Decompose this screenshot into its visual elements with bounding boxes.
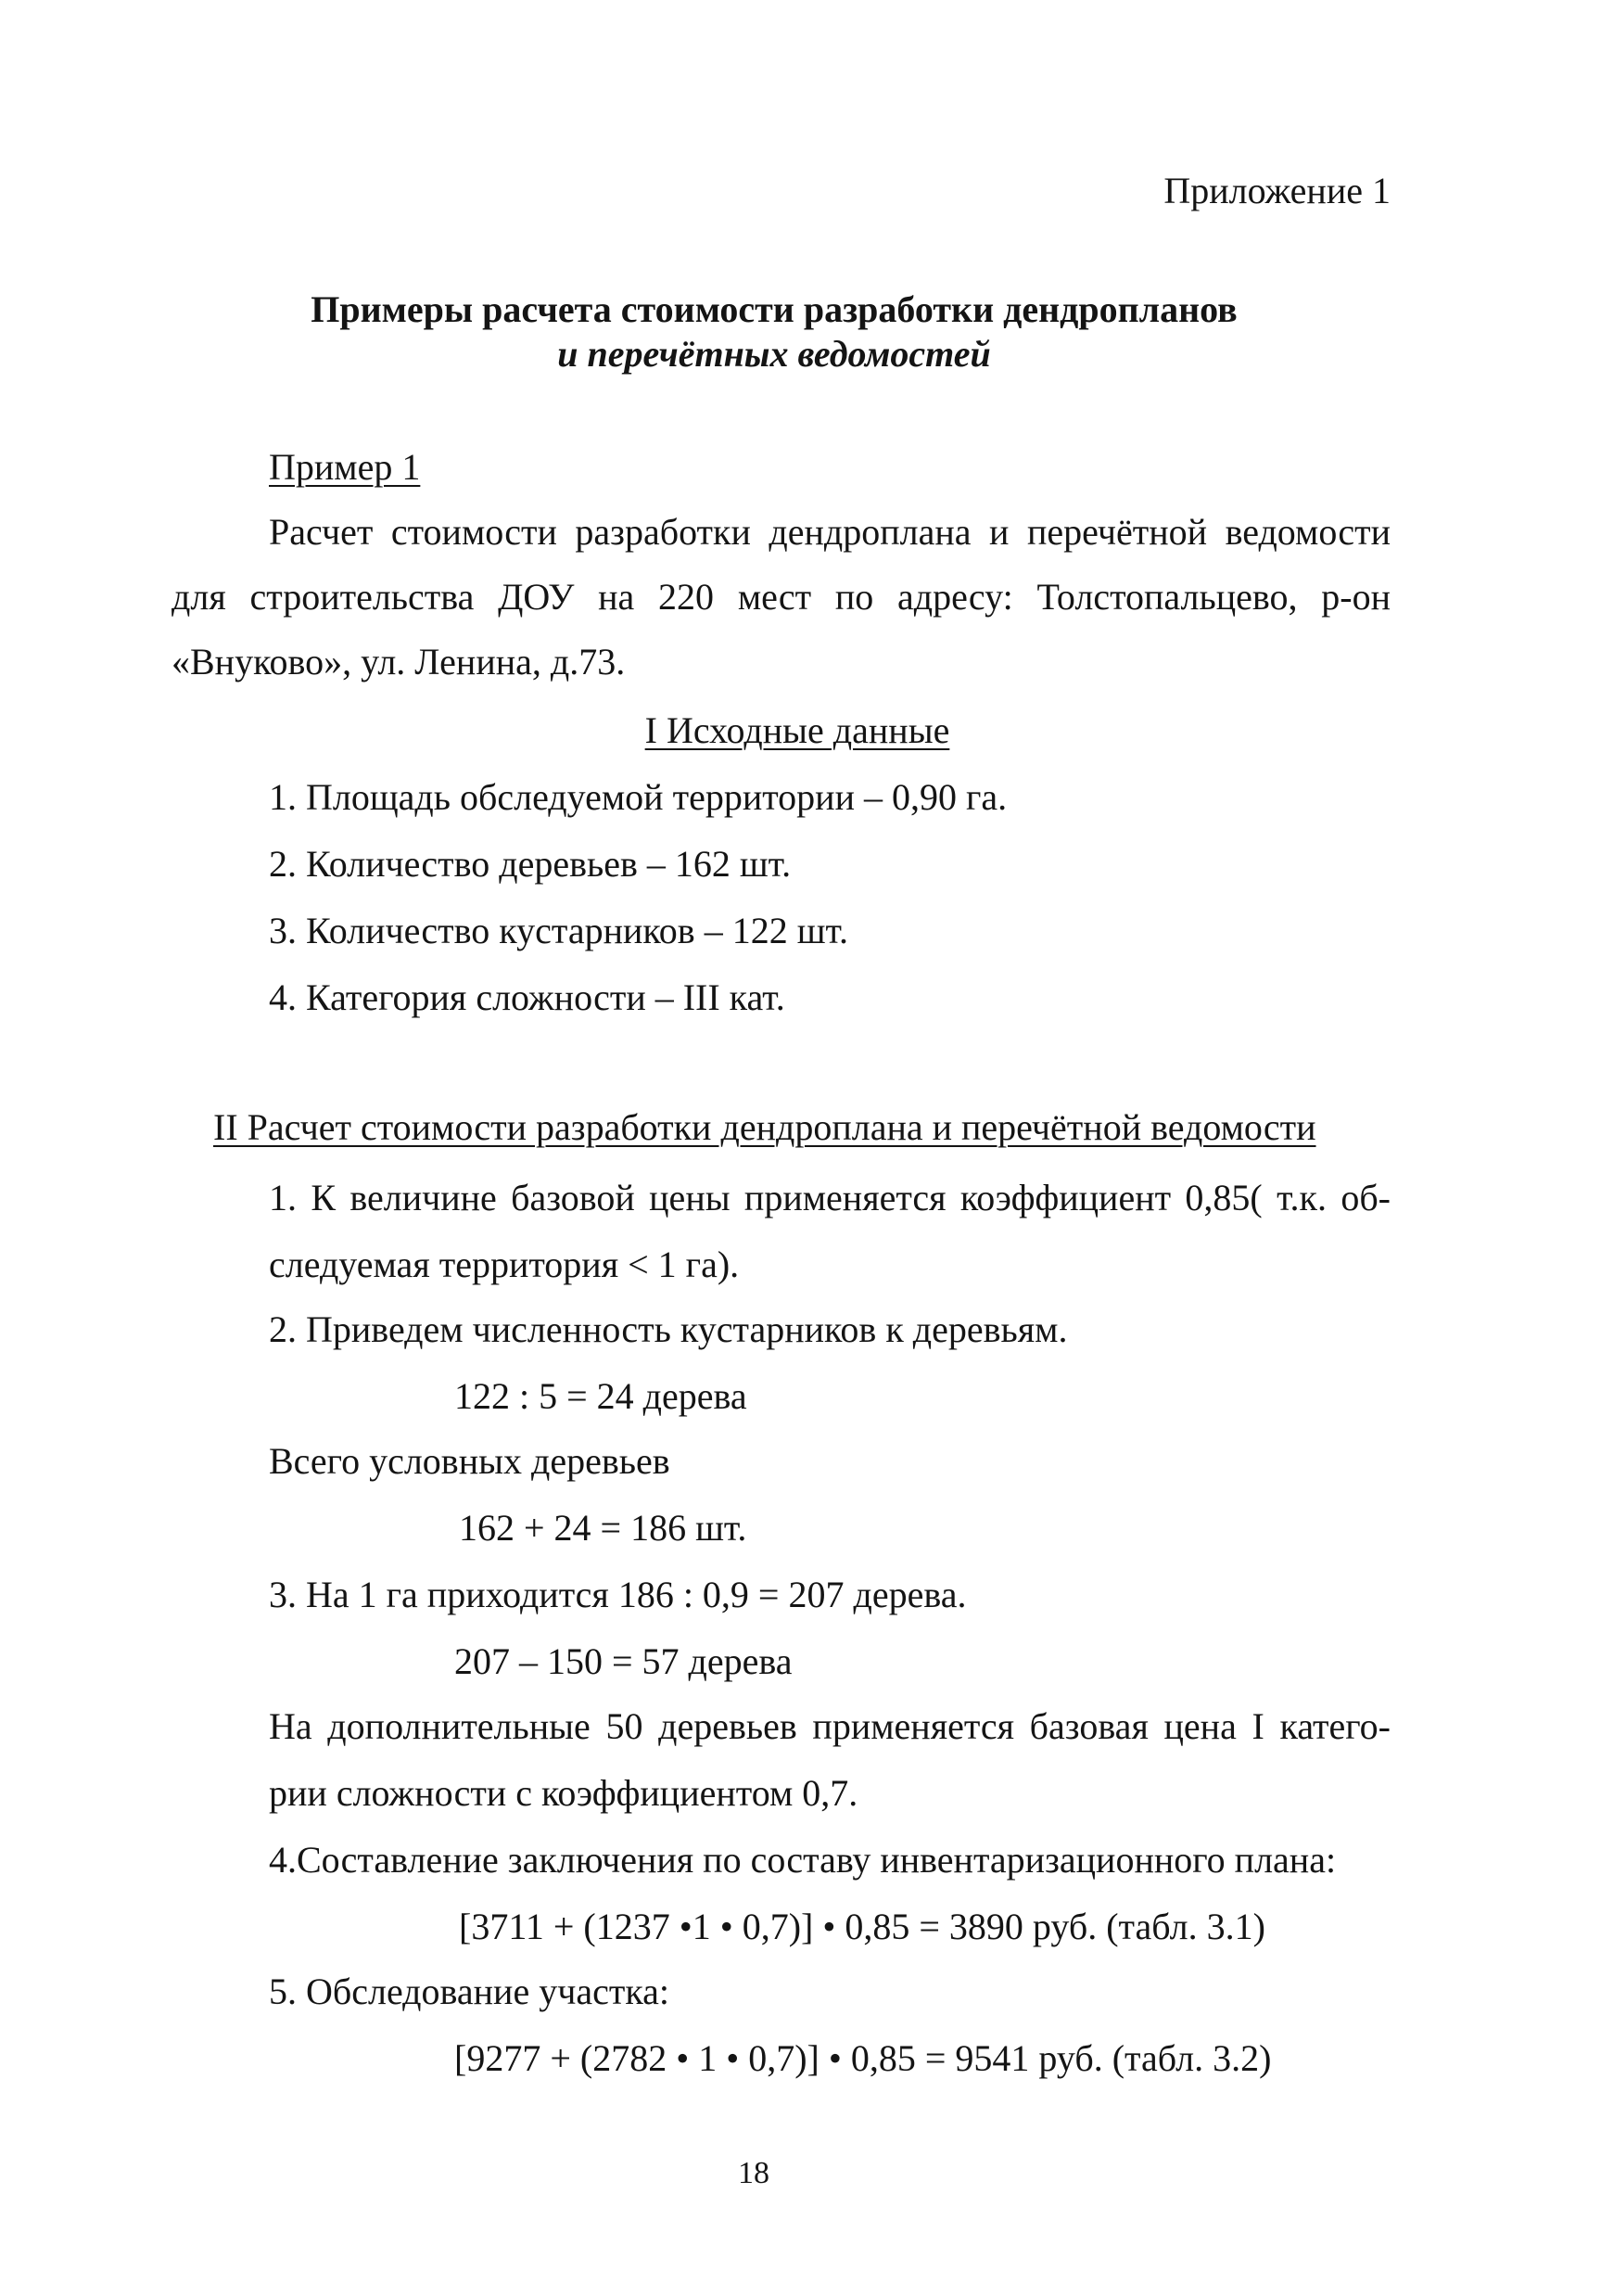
s2-item-1-line-2: следуемая территория < 1 га). <box>269 1244 740 1285</box>
s2-item-1-line-1: 1. К величине базовой цены применяется коэффициент 0,85( т.к. об- <box>269 1177 1391 1218</box>
s2-item-3: 3. На 1 га приходится 186 : 0,9 = 207 дерева. <box>269 1574 967 1615</box>
list-item: 2. Количество деревьев – 162 шт. <box>269 843 792 885</box>
s2-item-2: 2. Приведем численность кустарников к деревьям. <box>269 1308 1068 1350</box>
s2-extra-line-2: рии сложности с коэффициентом 0,7. <box>269 1772 858 1814</box>
s2-item-5: 5. Обследование участка: <box>269 1971 670 2012</box>
title-line-1: Примеры расчета стоимости разработки дендропланов <box>311 288 1238 330</box>
section-1-heading: I Исходные данные <box>644 709 950 751</box>
list-item: 3. Количество кустарников – 122 шт. <box>269 910 848 951</box>
s2-calc-1: 122 : 5 = 24 дерева <box>454 1375 747 1417</box>
s2-calc-2: 162 + 24 = 186 шт. <box>459 1507 747 1549</box>
intro-line-3: «Внуково», ул. Ленина, д.73. <box>172 641 626 682</box>
intro-line-2: для строительства ДОУ на 220 мест по адресу: Толстопальцево, р-он <box>172 576 1391 618</box>
list-item: 4. Категория сложности – III кат. <box>269 976 785 1018</box>
intro-line-1: Расчет стоимости разработки дендроплана и перечётной ведомости <box>269 511 1391 553</box>
s2-calc-4: [3711 + (1237 •1 • 0,7)] • 0,85 = 3890 руб. (табл. 3.1) <box>459 1906 1265 1947</box>
s2-item-4: 4.Составление заключения по составу инвентаризационного плана: <box>269 1839 1337 1881</box>
title-line-2: и перечётных ведомостей <box>557 333 991 375</box>
s2-extra-line-1: На дополнительные 50 деревьев применяется базовая цена I катего- <box>269 1705 1391 1747</box>
s2-calc-3: 207 – 150 = 57 дерева <box>454 1640 793 1682</box>
list-item: 1. Площадь обследуемой территории – 0,90 га. <box>269 776 1008 818</box>
example-heading: Пример 1 <box>269 446 421 488</box>
s2-total-label: Всего условных деревьев <box>269 1440 670 1482</box>
page-number: 18 <box>738 2156 769 2190</box>
section-2-heading: II Расчет стоимости разработки дендроплана и перечётной ведомости <box>213 1106 1316 1148</box>
appendix-label: Приложение 1 <box>1163 170 1391 211</box>
s2-calc-5: [9277 + (2782 • 1 • 0,7)] • 0,85 = 9541 руб. (табл. 3.2) <box>454 2037 1272 2079</box>
